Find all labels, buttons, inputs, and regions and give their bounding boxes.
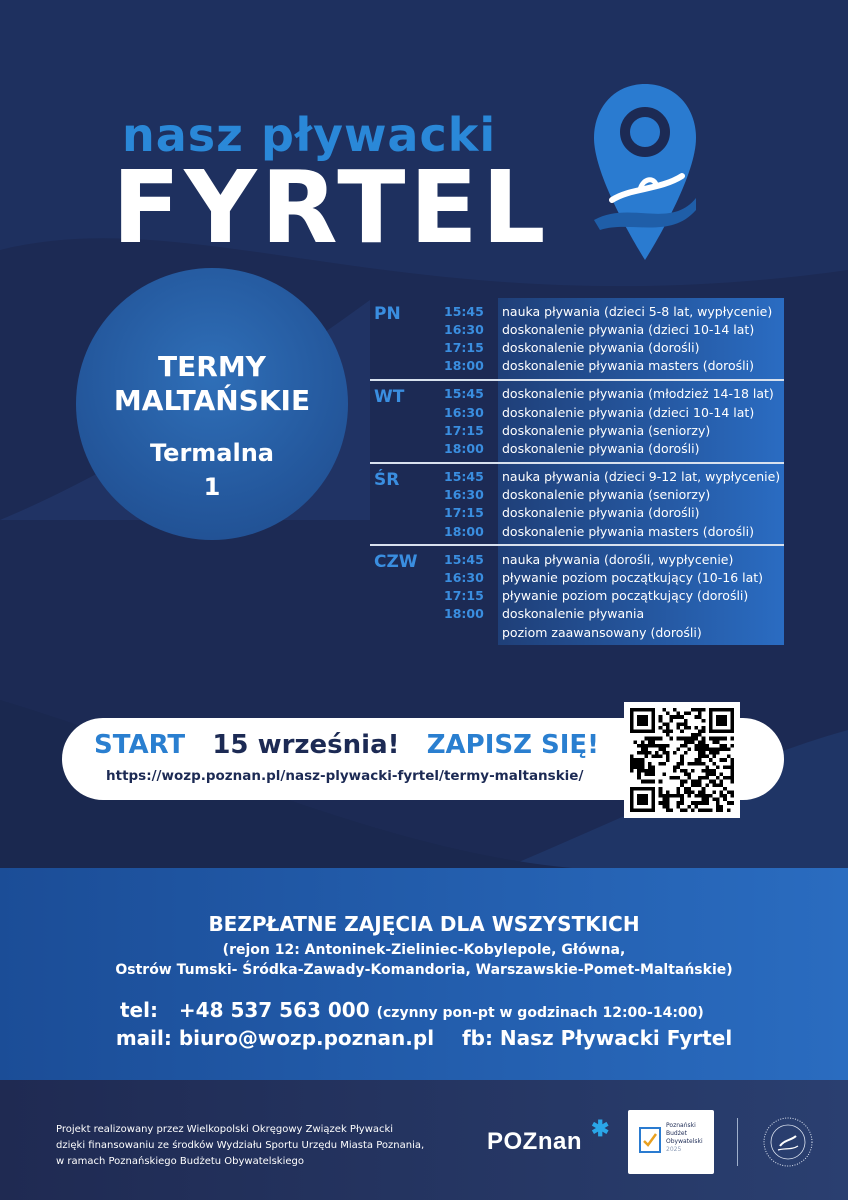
schedule-row — [370, 385, 784, 403]
schedule-activity: doskonalenie pływania (dorośli) — [502, 505, 700, 521]
schedule-day-label: WT — [374, 386, 405, 407]
schedule-day-label: CZW — [374, 552, 418, 573]
schedule-activity: doskonalenie pływania (młodzież 14-18 lat) — [502, 386, 774, 402]
info-phone — [120, 998, 704, 1022]
schedule-row — [370, 605, 784, 623]
footer-divider — [737, 1118, 738, 1166]
schedule-row — [370, 302, 784, 320]
schedule-activity: nauka pływania (dorośli, wypłycenie) — [502, 551, 734, 567]
schedule-activity: doskonalenie pływania masters (dorośli) — [502, 358, 755, 374]
schedule-time: 15:45 — [444, 551, 484, 567]
schedule-row — [370, 320, 784, 338]
schedule-activity: doskonalenie pływania (seniorzy) — [502, 487, 711, 503]
schedule-activity: nauka pływania (dzieci 9-12 lat, wypłycenie) — [502, 469, 781, 485]
qr-code-icon[interactable] — [624, 702, 740, 818]
schedule-row — [370, 357, 784, 375]
schedule-day-label: ŚR — [374, 469, 400, 490]
title-line-1: nasz pływacki — [122, 108, 497, 162]
schedule-time: 18:00 — [444, 358, 484, 374]
tel-hours: (czynny pon-pt w godzinach 12:00-14:00) — [376, 1005, 704, 1021]
pbo-check-icon — [638, 1126, 662, 1154]
banner-title — [94, 730, 599, 760]
pbo-line-2: Budżet — [666, 1130, 687, 1137]
pbo-logo-icon — [628, 1110, 714, 1174]
schedule-row — [370, 338, 784, 356]
schedule-day-block — [370, 546, 784, 645]
schedule-time: 16:30 — [444, 487, 484, 503]
schedule-activity: nauka pływania (dzieci 5-8 lat, wypłycenie) — [502, 303, 773, 319]
tel-number[interactable]: +48 537 563 000 — [178, 998, 370, 1022]
schedule-row — [370, 587, 784, 605]
info-regions — [0, 940, 848, 980]
tel-label: tel: — [120, 998, 158, 1022]
schedule-time: 18:00 — [444, 440, 484, 456]
info-band — [0, 868, 848, 1080]
schedule-activity: doskonalenie pływania masters (dorośli) — [502, 523, 755, 539]
schedule-row — [370, 468, 784, 486]
schedule-activity: doskonalenie pływania (seniorzy) — [502, 422, 711, 438]
info-headline: BEZPŁATNE ZAJĘCIA DLA WSZYSTKICH — [208, 912, 640, 936]
schedule-time: 18:00 — [444, 523, 484, 539]
schedule-activity: doskonalenie pływania (dzieci 10-14 lat) — [502, 321, 755, 337]
schedule-time: 16:30 — [444, 570, 484, 586]
schedule-table — [370, 298, 784, 645]
poznan-logo — [487, 1116, 610, 1156]
schedule-row — [370, 623, 784, 641]
venue-street-line-1: Termalna — [149, 439, 274, 467]
schedule-row — [370, 403, 784, 421]
venue-address — [76, 436, 348, 504]
pbo-line-3: Obywatelski — [666, 1138, 703, 1145]
schedule-time: 17:15 — [444, 505, 484, 521]
mail-address[interactable]: biuro@wozp.poznan.pl — [178, 1026, 435, 1050]
schedule-activity: doskonalenie pływania (dorośli) — [502, 339, 700, 355]
fb-label: fb: — [461, 1026, 493, 1050]
title-line-2: FYRTEL — [112, 149, 550, 266]
schedule-time: 17:15 — [444, 339, 484, 355]
schedule-time: 15:45 — [444, 303, 484, 319]
schedule-time: 17:15 — [444, 422, 484, 438]
footer-line-2: dzięki finansowaniu ze środków Wydziału Sportu Urzędu Miasta Poznania, — [56, 1140, 425, 1151]
schedule-row — [370, 421, 784, 439]
schedule-time: 16:30 — [444, 404, 484, 420]
schedule-time: 15:45 — [444, 386, 484, 402]
footer-line-3: w ramach Poznańskiego Budżetu Obywatelskiego — [56, 1156, 304, 1167]
schedule-row — [370, 439, 784, 457]
schedule-activity: poziom zaawansowany (dorośli) — [502, 624, 702, 640]
schedule-time: 16:30 — [444, 321, 484, 337]
schedule-activity: pływanie poziom początkujący (10-16 lat) — [502, 570, 764, 586]
schedule-time: 15:45 — [444, 469, 484, 485]
mail-label: mail: — [115, 1026, 172, 1050]
footer — [0, 1080, 848, 1200]
banner-start: START — [94, 730, 186, 760]
schedule-time: 17:15 — [444, 588, 484, 604]
footer-line-1: Projekt realizowany przez Wielkopolski Okręgowy Związek Pływacki — [56, 1124, 394, 1135]
pbo-year: 2025 — [666, 1146, 682, 1153]
venue-name-line-1: TERMY — [158, 350, 266, 383]
footer-credits — [56, 1122, 476, 1170]
schedule-day-block — [370, 298, 784, 381]
location-pin-swimmer-icon — [590, 80, 700, 265]
star-icon: ✱ — [591, 1116, 610, 1141]
fb-page[interactable]: Nasz Pływacki Fyrtel — [499, 1026, 733, 1050]
venue-name — [76, 350, 348, 418]
info-regions-line-1: (rejon 12: Antoninek-Zieliniec-Kobylepole, Główna, — [222, 942, 626, 958]
schedule-time: 18:00 — [444, 606, 484, 622]
schedule-activity: pływanie poziom początkujący (dorośli) — [502, 588, 749, 604]
wozp-seal-icon — [762, 1116, 814, 1168]
venue-name-line-2: MALTAŃSKIE — [113, 384, 311, 417]
pbo-text — [666, 1122, 703, 1154]
schedule-activity: doskonalenie pływania (dorośli) — [502, 440, 700, 456]
pbo-line-1: Poznański — [666, 1122, 696, 1129]
info-contact — [0, 1026, 848, 1050]
poznan-logo-text: POZnan — [487, 1128, 583, 1155]
schedule-row — [370, 568, 784, 586]
banner-cta: ZAPISZ SIĘ! — [426, 730, 600, 760]
banner-date: 15 września! — [212, 730, 400, 760]
schedule-day-label: PN — [374, 304, 401, 324]
schedule-activity: doskonalenie pływania — [502, 606, 645, 622]
signup-link[interactable]: https://wozp.poznan.pl/nasz-plywacki-fyrtel/termy-maltanskie/ — [106, 768, 584, 784]
schedule-day-block — [370, 464, 784, 547]
schedule-row — [370, 486, 784, 504]
schedule-row — [370, 550, 784, 568]
schedule-day-block — [370, 381, 784, 464]
venue-street-line-2: 1 — [203, 473, 221, 501]
schedule-activity: doskonalenie pływania (dzieci 10-14 lat) — [502, 404, 755, 420]
venue-circle — [76, 268, 348, 540]
schedule-row — [370, 504, 784, 522]
schedule-row — [370, 522, 784, 540]
info-regions-line-2: Ostrów Tumski- Śródka-Zawady-Komandoria, Warszawskie-Pomet-Maltańskie) — [115, 962, 733, 978]
